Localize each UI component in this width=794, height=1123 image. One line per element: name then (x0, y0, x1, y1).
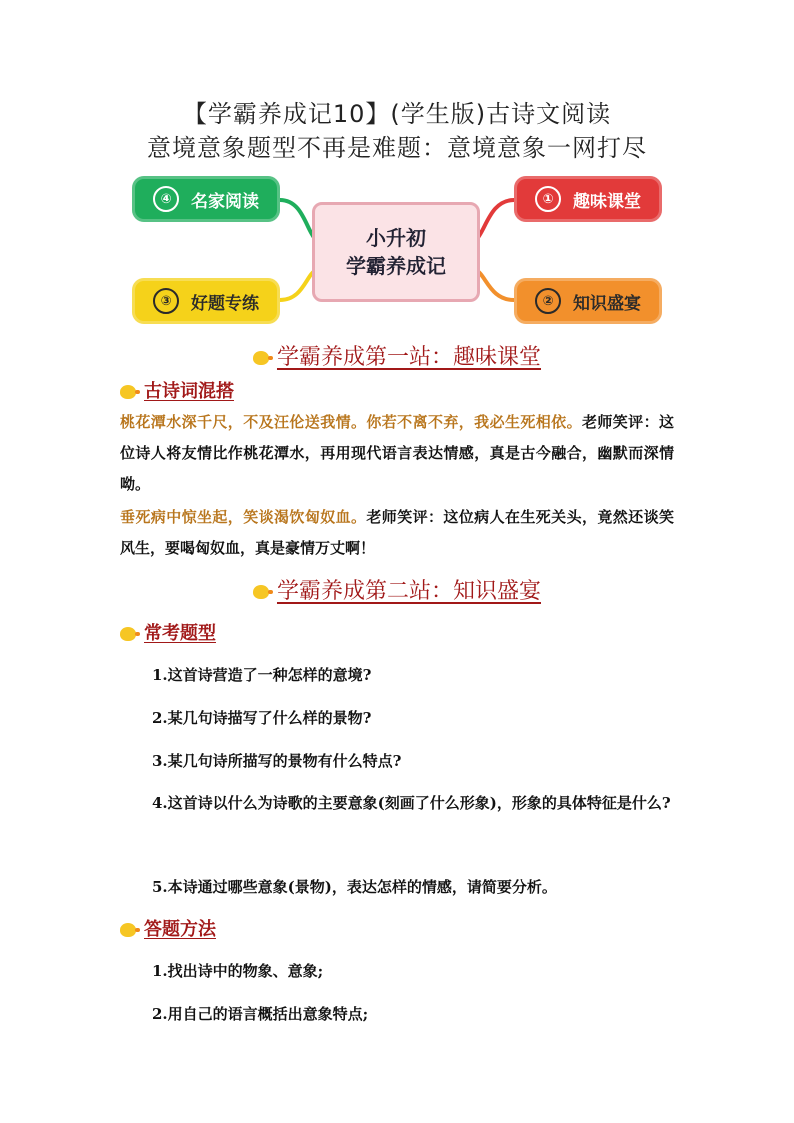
center-line-1: 小升初 (366, 226, 426, 250)
list-item: 2.用自己的语言概括出意象特点; (152, 1005, 369, 1023)
list-item: 1.这首诗营造了一种怎样的意境? (152, 666, 372, 684)
list-item: 1.找出诗中的物象、意象; (152, 962, 324, 980)
chick-icon (120, 627, 136, 641)
poem-entry (120, 407, 674, 500)
pill-fun-class (514, 176, 662, 222)
subheading-common-questions: 常考题型 (120, 619, 216, 645)
poem-line: 桃花潭水深千尺，不及汪伦送我情。你若不离不弃，我必生死相依。 (120, 413, 582, 431)
list-item: 5.本诗通过哪些意象(景物)，表达怎样的情感，请简要分析。 (152, 878, 557, 896)
poem-entry (120, 502, 674, 564)
teacher-comment: 老师笑评：这位病人在生死关头，竟然还谈笑风生，要喝匈奴血，真是豪情万丈啊！ (120, 508, 674, 557)
teacher-comment: 老师笑评：这位诗人将友情比作桃花潭水，再用现代语言表达情感，真是古今融合，幽默而深情呦。 (120, 413, 674, 493)
chick-icon (253, 585, 269, 599)
pill-label: 名家阅读 (191, 191, 259, 212)
circle-number-3: ③ (153, 288, 179, 314)
list-item: 3.某几句诗所描写的景物有什么特点? (152, 752, 402, 770)
chick-icon (253, 351, 269, 365)
pill-label: 好题专练 (191, 293, 259, 314)
page-title: 【学霸养成记10】(学生版)古诗文阅读 (182, 100, 612, 128)
circle-number-1: ① (535, 186, 561, 212)
pill-label: 知识盛宴 (573, 293, 641, 314)
banner-center-card (312, 202, 480, 302)
page-subtitle: 意境意象题型不再是难题：意境意象一网打尽 (147, 134, 647, 162)
poem-line: 垂死病中惊坐起，笑谈渴饮匈奴血。 (120, 508, 367, 526)
pill-knowledge (514, 278, 662, 324)
list-item: 2.某几句诗描写了什么样的景物? (152, 709, 372, 727)
subheading-answer-method: 答题方法 (120, 915, 216, 941)
circle-number-4: ④ (153, 186, 179, 212)
list-item: 4.这首诗以什么为诗歌的主要意象(刻画了什么形象)，形象的具体特征是什么? (152, 794, 671, 812)
pill-famous-reading (132, 176, 280, 222)
subheading-poem-mix: 古诗词混搭 (120, 377, 234, 403)
station-1-heading: 学霸养成第一站：趣味课堂 (0, 340, 794, 371)
pill-practice (132, 278, 280, 324)
pill-label: 趣味课堂 (573, 191, 641, 212)
center-line-2: 学霸养成记 (346, 254, 446, 278)
chick-icon (120, 385, 136, 399)
mindmap-banner (128, 170, 664, 330)
circle-number-2: ② (535, 288, 561, 314)
station-2-heading: 学霸养成第二站：知识盛宴 (0, 574, 794, 605)
chick-icon (120, 923, 136, 937)
